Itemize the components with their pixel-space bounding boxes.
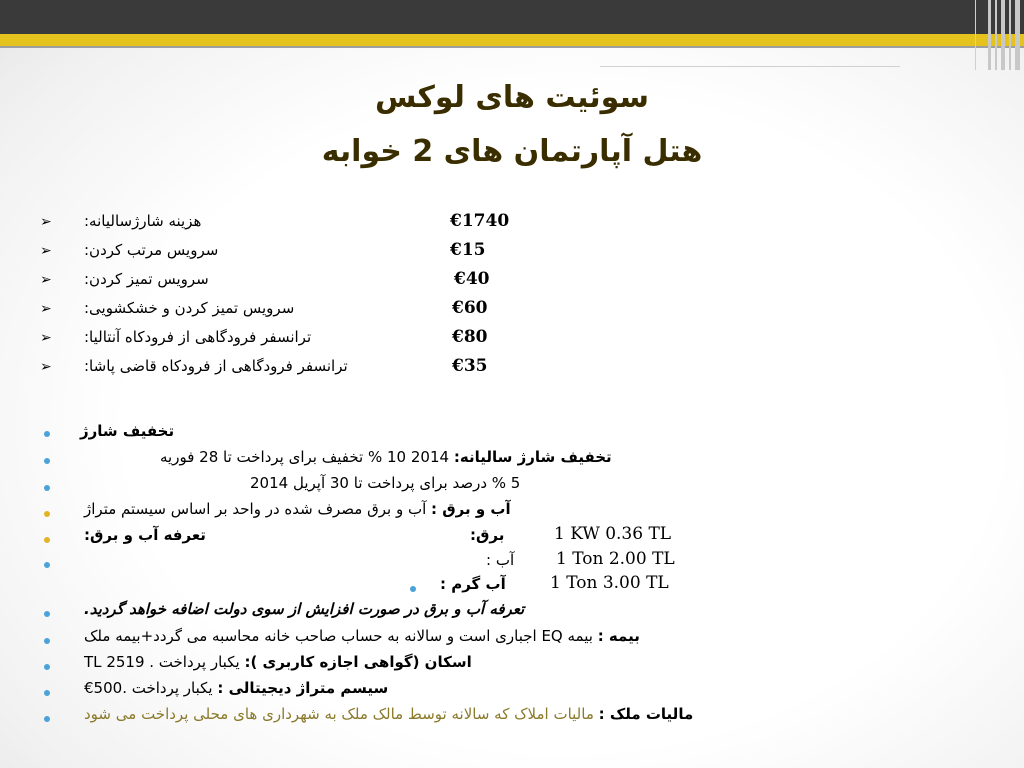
header-underline (600, 66, 900, 67)
tariff-label: تعرفه آب و برق: (84, 526, 206, 544)
discount-heading: تخفیف شارژ (80, 422, 175, 440)
insurance-label: بیمه : (597, 627, 640, 645)
service-price: €1740 (450, 211, 510, 231)
bullet-dot-icon (44, 511, 50, 517)
service-label: سرویس تمیز کردن و خشکشویی: (84, 299, 295, 317)
water-value: 1 Ton 2.00 TL (556, 549, 675, 569)
digital-meter-line (84, 679, 388, 697)
discount-annual-value: 2014 10 % تخفیف برای پرداخت تا 28 فوریه (160, 448, 450, 466)
insurance-line (84, 627, 640, 645)
bullet-dot-icon (44, 458, 50, 464)
service-price: €60 (452, 298, 488, 318)
insurance-text: بیمه EQ اجباری است و سالانه به حساب صاحب خانه محاسبه می گردد+بیمه ملک (84, 627, 593, 645)
service-price: €40 (454, 269, 490, 289)
bullet-dot-icon (44, 638, 50, 644)
bullet-dot-icon (44, 716, 50, 722)
service-row (0, 299, 1024, 325)
electricity-label: برق: (470, 526, 505, 544)
discount-annual-line (160, 448, 612, 466)
arrow-bullet-icon: ➢ (40, 330, 52, 346)
header-dark-bar (0, 0, 1024, 34)
bullet-dot-icon (44, 664, 50, 670)
digital-meter-label: سیسم متراژ دیجیتالی : (217, 679, 389, 697)
service-row (0, 328, 1024, 354)
discount-april: 5 % درصد برای پرداخت تا 30 آپریل 2014 (250, 474, 521, 492)
hotwater-label: آب گرم : (440, 575, 506, 593)
occupancy-text: یکبار پرداخت . 2519 TL (84, 653, 240, 671)
occupancy-label: اسکان (گواهی اجازه کاربری ): (244, 653, 472, 671)
bullet-dot-icon (410, 586, 416, 592)
service-row (0, 270, 1024, 296)
arrow-bullet-icon: ➢ (40, 272, 52, 288)
header-divider (0, 46, 1024, 48)
property-tax-text: مالیات املاک که سالانه توسط مالک ملک به شهرداری های محلی پرداخت می شود (84, 705, 594, 723)
digital-meter-text: یکبار پرداخت .500€ (84, 679, 213, 697)
bullet-dot-icon (44, 562, 50, 568)
service-row (0, 357, 1024, 383)
hotwater-value: 1 Ton 3.00 TL (550, 573, 669, 593)
water-label: آب : (486, 551, 515, 569)
service-label: هزینه شارژسالیانه: (84, 212, 202, 230)
electricity-value: 1 KW 0.36 TL (554, 524, 672, 544)
service-row (0, 212, 1024, 238)
property-tax-label: مالیات ملک : (598, 705, 694, 723)
service-price: €15 (450, 240, 486, 260)
tariff-note: تعرفه آب و برق در صورت افزایش از سوی دولت اضافه خواهد گردید. (84, 600, 525, 618)
bullet-dot-icon (44, 611, 50, 617)
bullet-dot-icon (44, 690, 50, 696)
bullet-dot-icon (44, 431, 50, 437)
slide-title: سوئیت های لوکس (375, 80, 649, 115)
service-label: ترانسفر فرودگاهی از فرودکاه آنتالیا: (84, 328, 312, 346)
service-price: €35 (452, 356, 488, 376)
utilities-line (84, 500, 511, 518)
arrow-bullet-icon: ➢ (40, 359, 52, 375)
service-label: سرویس مرتب کردن: (84, 241, 219, 259)
discount-annual-label: تخفیف شارژ سالیانه: (453, 448, 612, 466)
header-gold-bar (0, 34, 1024, 46)
utilities-text: آب و برق مصرف شده در واحد بر اساس سیستم متراژ (84, 500, 427, 518)
bullet-dot-icon (44, 537, 50, 543)
header-stripes (986, 0, 1024, 70)
property-tax-line (84, 705, 693, 723)
service-price: €80 (452, 327, 488, 347)
arrow-bullet-icon: ➢ (40, 301, 52, 317)
bullet-dot-icon (44, 485, 50, 491)
header-vertical-line (975, 0, 976, 70)
occupancy-line (84, 653, 472, 671)
service-row (0, 241, 1024, 267)
utilities-label: آب و برق : (431, 500, 511, 518)
service-label: ترانسفر فرودگاهی از فرودکاه قاضی پاشا: (84, 357, 348, 375)
service-label: سرویس تمیز کردن: (84, 270, 209, 288)
slide-subtitle: هتل آپارتمان های 2 خوابه (321, 134, 703, 169)
arrow-bullet-icon: ➢ (40, 214, 52, 230)
arrow-bullet-icon: ➢ (40, 243, 52, 259)
